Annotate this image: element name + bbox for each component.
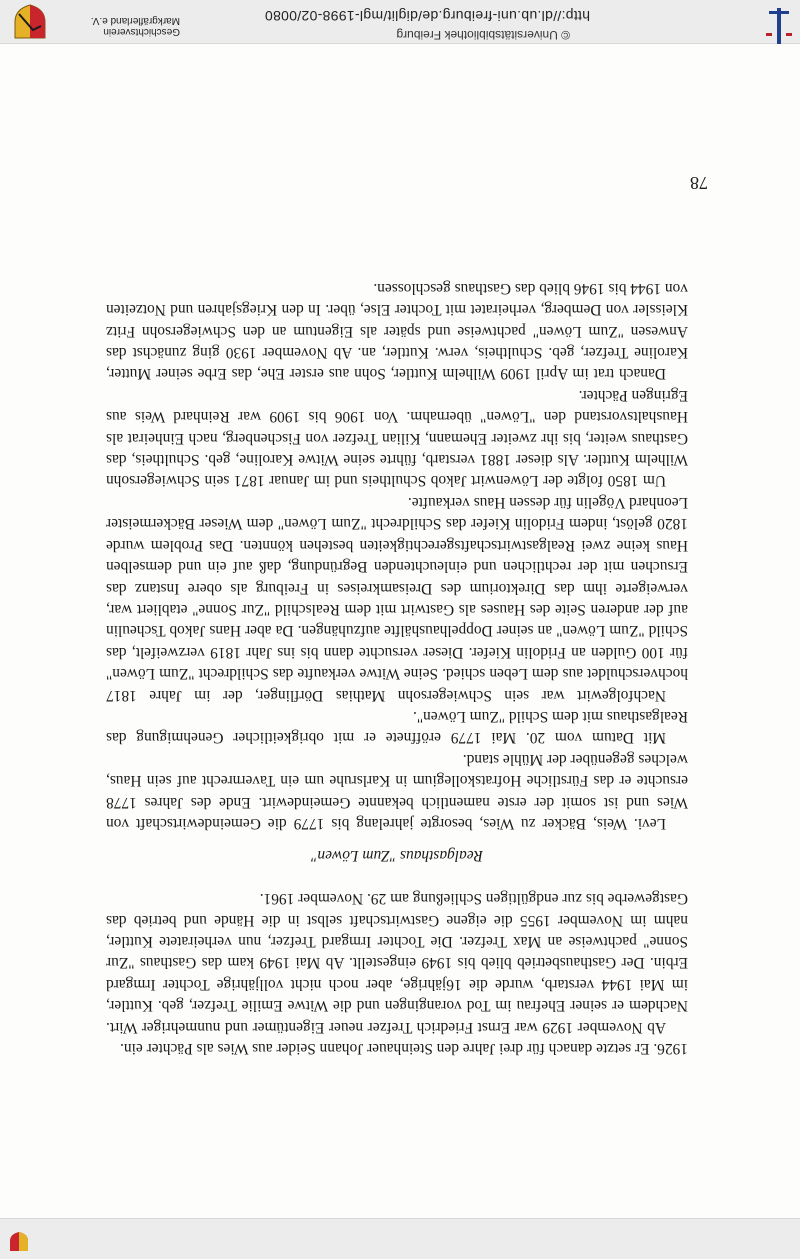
org-name-line: Markgräflerland e.V. xyxy=(90,15,180,26)
paragraph: Danach trat im April 1909 Wilhelm Kuttler, Sohn aus erster Ehe, das Erbe seiner Mutter, Karoline Trefzer, geb. Schultheis, verw. Kuttler, an. Ab November 1930 ging zunächst das Anwesen "Zum Löwen" pachtweise und später als Eigentum an den Schwiegersohn Fritz Kleissler von Demberg, verheiratet mit Tochter Else, über. In den Kriegsjahren und Notzeiten von 1944 bis 1946 blieb das Gasthaus geschlossen. xyxy=(106,279,688,383)
paragraph: Levi. Weis, Bäcker zu Wies, besorgte jahrelang bis 1779 die Gemeindewirtschaft von Wies und ist somit der erste namentlich bekannte Gemeindewirt. Ende des Jahres 1778 ersuchte er das Fürstliche Hofratskollegium in Karlsruhe um ein Tavernrecht auf sein Haus, welches gegenüber der Mühle stand. xyxy=(106,750,688,832)
copyright-credit: © Universitätsbibliothek Freiburg xyxy=(396,28,570,42)
society-crest-icon xyxy=(13,4,47,40)
text-block-loewen xyxy=(106,277,688,834)
org-name xyxy=(52,15,180,37)
section-heading: Realgasthaus "Zum Löwen" xyxy=(311,847,483,864)
paragraph: Nachfolgewirt war sein Schwiegersohn Mathias Dörflinger, der im Jahre 1817 hochverschuldet aus dem Leben schied. Seine Witwe verkaufte das Schildrecht "Zum Löwen" für 100 Gulden an Fridolin Kiefer. Dieser versuchte dann bis ins Jahr 1819 verzweifelt, das Schild "Zum Löwen" an seiner Doppelhaushälfte aufzuhängen. Da aber Hans Jakob Tscheulin auf der anderen Seite des Hauses als Gastwirt mit dem Realschild "Zur Sonne" etabliert war, verweigerte ihm das Direktorium des Dreisamkreises in Freiburg als obere Instanz das Ersuchen mit der rechtlichen und einleuchtenden Begründung, daß auf ein und demselben Haus keine zwei Realgastwirtschaftsgerechtigkeiten bestehen könnten. Das Problem wurde 1820 gelöst, indem Fridolin Kiefer das Schildrecht "Zum Löwen" dem Wieser Bäckermeister Leonhard Vögelin für dessen Haus verkaufte. xyxy=(106,493,688,704)
source-url[interactable]: http://dl.ub.uni-freiburg.de/diglit/mgl-1998-02/0080 xyxy=(264,8,590,24)
paragraph: Ab November 1929 war Ernst Friedrich Trefzer neuer Eigentümer und nunmehriger Wirt. Nachdem er seiner Ehefrau im Tod vorangingen und die Witwe Emilie Trefzer, geb. Kuttler, im Mai 1944 verstarb, wurde die 16jährige, aber noch nicht volljährige Tochter Irmgard Erbin. Der Gasthausbetrieb blieb bis 1949 eingestellt. Ab Mai 1949 kam das Gasthaus "Zur Sonne" pachtweise an Max Trefzer. Die Tochter Irmgard Trefzer, nun verheiratete Kuttler, nahm im November 1955 die eigene Gastwirtschaft selbst in die Hände und betrieb das Gastgewerbe bis zur endgültigen Schließung am 29. November 1961. xyxy=(106,890,688,1036)
page-number: 78 xyxy=(690,173,708,193)
text-block-sonne xyxy=(106,888,688,1059)
footer-bar xyxy=(0,1218,800,1259)
org-name-line: Geschichtsverein xyxy=(103,26,180,37)
paragraph: Um 1850 folgte der Löwenwirt Jakob Schultheis und im Januar 1871 sein Schwiegersohn Wilhelm Kuttler. Als dieser 1881 verstarb, führte seine Witwe Karoline, geb. Schultheis, das Gasthaus weiter, bis ihr zweiter Ehemann, Kilian Trefzer von Fischenberg, nach Einheirat als Haushaltsvorstand den "Löwen" übernahm. Von 1906 bis 1909 war Reinhard Weis aus Egringen Pächter. xyxy=(106,386,688,490)
paragraph: Mit Datum vom 20. Mai 1779 eröffnete er mit obrigkeitlicher Genehmigung das Realgasthaus mit dem Schild "Zum Löwen". xyxy=(106,707,688,747)
library-logo-icon xyxy=(766,0,792,44)
crest-icon xyxy=(8,1231,30,1253)
paragraph: 1926. Er setzte danach für drei Jahre den Steinhauer Johann Seider aus Wies als Pächter ein. xyxy=(120,1040,688,1057)
